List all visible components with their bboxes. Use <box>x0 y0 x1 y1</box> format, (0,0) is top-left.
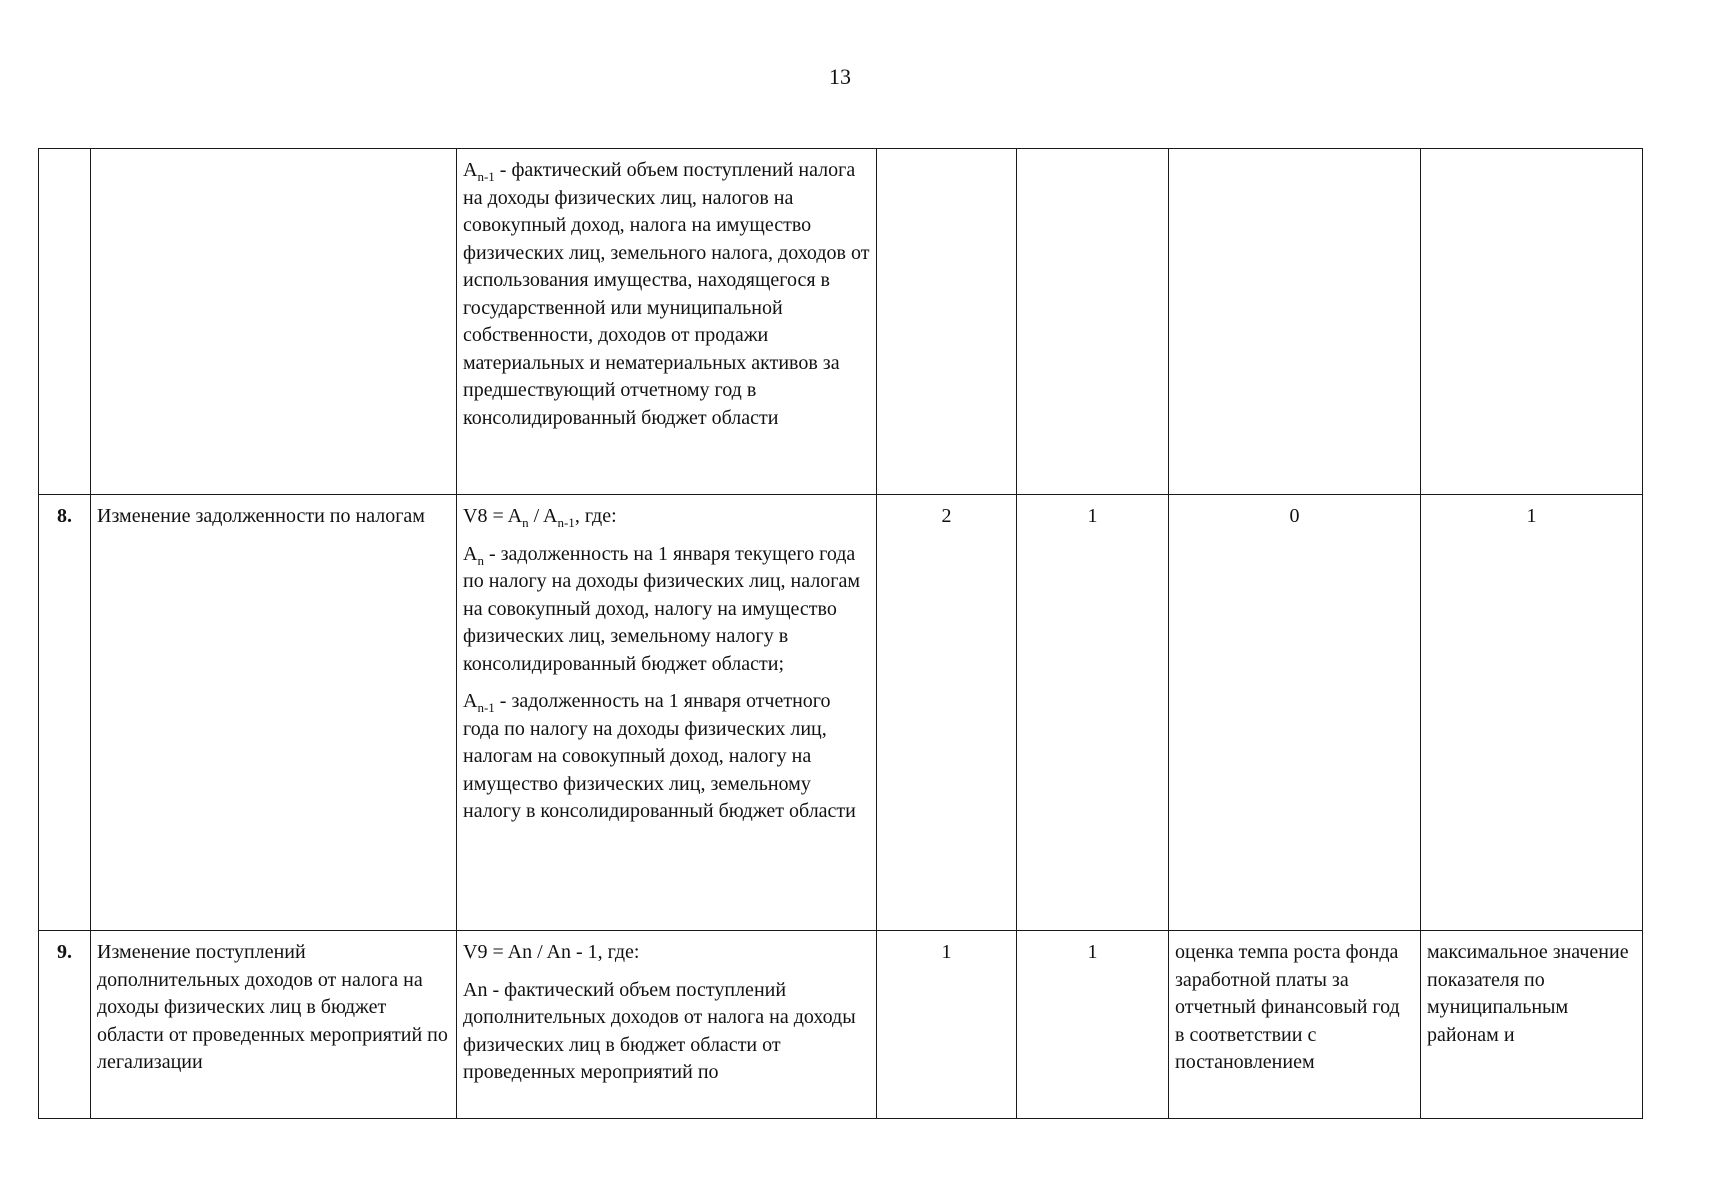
formula-definition: $A_n$ - задолженность на 1 января текущего года по налогу на доходы физических лиц, налогам на совокупный доход, налогу на имущество физических лиц, земельному налогу в консолидированный бюджет области; <box>463 542 861 675</box>
formula-expression: V9 = An / An - 1, где: <box>463 941 640 963</box>
value-cell-3: 0 <box>1169 495 1421 931</box>
indicator-name-cell: Изменение поступлений дополнительных доходов от налога на доходы физических лиц в бюджет области от проведенных мероприятий по легализации <box>91 931 457 1119</box>
table-row <box>39 931 1643 1119</box>
value-cell-3 <box>1169 149 1421 495</box>
formula-definition: $A_{n-1}$ - задолженность на 1 января отчетного года по налогу на доходы физических лиц, налогам на совокупный доход, налогу на имущество физических лиц, земельному налогу в консолидированный бюджет области <box>463 690 856 822</box>
formula-cell <box>457 931 877 1119</box>
table-row <box>39 149 1643 495</box>
value-cell-1 <box>877 149 1017 495</box>
formula-expression: $V8 = A_n / A_{n-1}$, где: <box>463 505 617 530</box>
page-number: 13 <box>829 64 851 89</box>
indicator-name-cell <box>91 149 457 495</box>
row-number-cell <box>39 149 91 495</box>
table-row <box>39 495 1643 931</box>
value-cell-1: 1 <box>877 931 1017 1119</box>
value-cell-1: 2 <box>877 495 1017 931</box>
value-cell-3: оценка темпа роста фонда заработной платы за отчетный финансовый год в соответствии с постановлением <box>1169 931 1421 1119</box>
value-cell-2: 1 <box>1017 931 1169 1119</box>
value-cell-2 <box>1017 149 1169 495</box>
indicators-table <box>38 148 1643 1119</box>
indicator-name-cell: Изменение задолженности по налогам <box>91 495 457 931</box>
formula-definition: $A_{n-1}$ - фактический объем поступлений налога на доходы физических лиц, налогов на совокупный доход, налога на имущество физических лиц, земельного налога, доходов от использования имущества, находящегося в государственной или муниципальной собственности, доходов от продажи материальных и нематериальных активов за предшествующий отчетному год в консолидированный бюджет области <box>463 159 870 429</box>
formula-cell <box>457 495 877 931</box>
row-number-cell: 9. <box>39 931 91 1119</box>
formula-definition: An - фактический объем поступлений дополнительных доходов от налога на доходы физических лиц в бюджет области от проведенных мероприятий по <box>463 978 856 1083</box>
value-cell-4 <box>1421 149 1643 495</box>
value-cell-2: 1 <box>1017 495 1169 931</box>
value-cell-4: 1 <box>1421 495 1643 931</box>
value-cell-4: максимальное значение показателя по муниципальным районам и <box>1421 931 1643 1119</box>
row-number-cell: 8. <box>39 495 91 931</box>
formula-cell <box>457 149 877 495</box>
